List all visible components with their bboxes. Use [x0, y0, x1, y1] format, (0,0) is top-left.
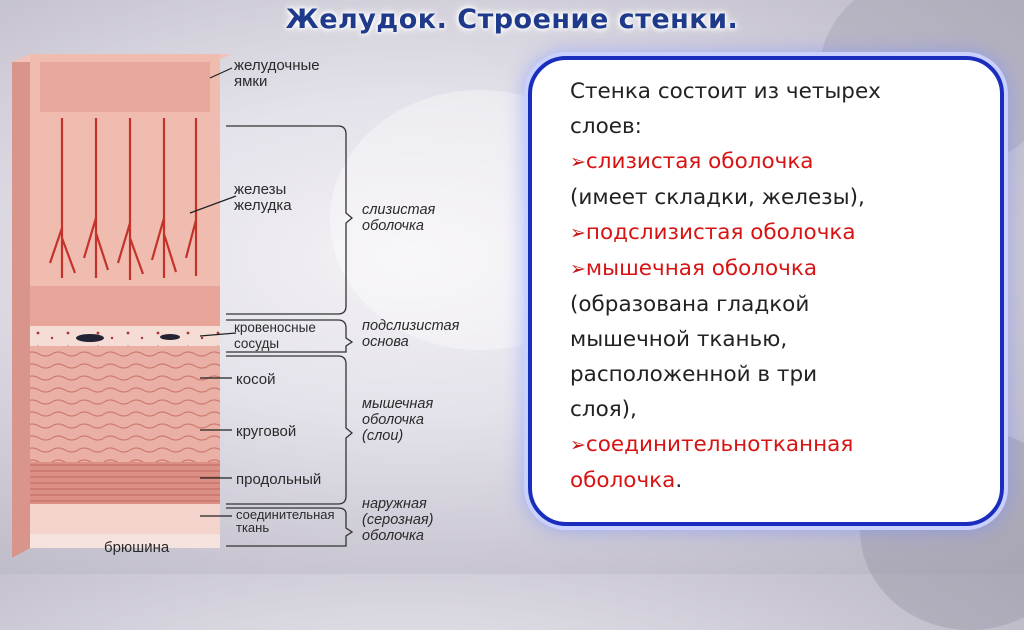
label-gastric-pits-line2: ямки: [234, 73, 268, 90]
label-blood-vessels-line2: сосуды: [234, 336, 280, 351]
layer-label-muscular-line2: оболочка: [362, 412, 424, 428]
arrow-bullet-icon: ➢: [570, 151, 586, 173]
layer-label-submucosa-line2: основа: [362, 334, 409, 350]
layer-label-serosa: [362, 496, 433, 544]
description-textbox: [528, 56, 1004, 526]
layer-label-serosa-line2: (серозная): [362, 512, 434, 528]
term-serosa-line2-wrap: [570, 463, 980, 498]
layer-label-submucosa-line1: подслизистая: [362, 318, 460, 334]
note-mucosa: (имеет складки, железы),: [570, 185, 865, 210]
label-oblique: косой: [236, 371, 276, 388]
label-longitudinal: продольный: [236, 471, 322, 488]
layer-label-submucosa: [362, 318, 459, 350]
layer-label-mucosa-line1: слизистая: [362, 202, 436, 218]
term-mucosa: слизистая оболочка: [585, 149, 814, 174]
note-muscular-line4: слоя),: [570, 397, 637, 422]
layer-label-serosa-line1: наружная: [362, 496, 427, 512]
layer-label-muscular-line3: (слои): [362, 428, 404, 444]
list-item: [570, 251, 980, 287]
term-submucosa: подслизистая оболочка: [585, 220, 856, 245]
label-peritoneum: брюшина: [104, 539, 170, 556]
note-muscular-line1: (образована гладкой: [570, 292, 810, 317]
label-circular: круговой: [236, 423, 297, 440]
label-gastric-pits: [234, 58, 320, 90]
intro-line-2: слоев:: [570, 114, 642, 139]
label-gastric-glands: [234, 182, 292, 214]
arrow-bullet-icon: ➢: [570, 258, 586, 280]
note-muscular-line2: мышечной тканью,: [570, 327, 788, 352]
label-connective-tissue: [236, 508, 335, 534]
intro-line-1: Стенка состоит из четырех: [570, 79, 881, 104]
layer-label-muscular: [362, 396, 433, 444]
term-serosa-line2: оболочка: [570, 468, 676, 493]
diagram-block-side: [12, 54, 30, 558]
submucosa-layer: [30, 326, 220, 346]
term-serosa-line1: соединительнотканная: [585, 432, 854, 457]
layer-label-muscular-line1: мышечная: [362, 396, 434, 412]
label-gastric-pits-line1: желудочные: [234, 57, 320, 74]
longitudinal-muscle-layer: [30, 462, 220, 504]
list-item: [570, 144, 980, 180]
circular-muscle-layer: [30, 404, 220, 462]
label-blood-vessels: [234, 320, 316, 352]
mucosa-bracket: [226, 126, 352, 314]
term-serosa-tail: .: [675, 468, 683, 493]
label-gastric-glands-line2: желудка: [234, 197, 292, 214]
layer-label-mucosa: [362, 202, 435, 234]
note-muscular-line3: расположенной в три: [570, 362, 818, 387]
label-connective-line2: ткань: [236, 520, 270, 535]
label-gastric-glands-line1: железы: [234, 181, 287, 198]
layer-label-serosa-line3: оболочка: [362, 528, 424, 544]
list-item: [570, 427, 980, 463]
arrow-bullet-icon: ➢: [570, 222, 586, 244]
serosa-layer: [30, 504, 220, 534]
layer-label-mucosa-line2: оболочка: [362, 218, 424, 234]
arrow-bullet-icon: ➢: [570, 434, 586, 456]
list-item: [570, 215, 980, 251]
term-muscular: мышечная оболочка: [585, 256, 818, 281]
label-connective-line1: соединительная: [236, 507, 335, 522]
label-blood-vessels-line1: кровеносные: [234, 320, 316, 335]
slide-title: Желудок. Строение стенки.: [285, 4, 739, 35]
stomach-wall-diagram: [0, 48, 520, 574]
mucosa-base: [30, 286, 220, 326]
oblique-muscle-layer: [30, 346, 220, 404]
